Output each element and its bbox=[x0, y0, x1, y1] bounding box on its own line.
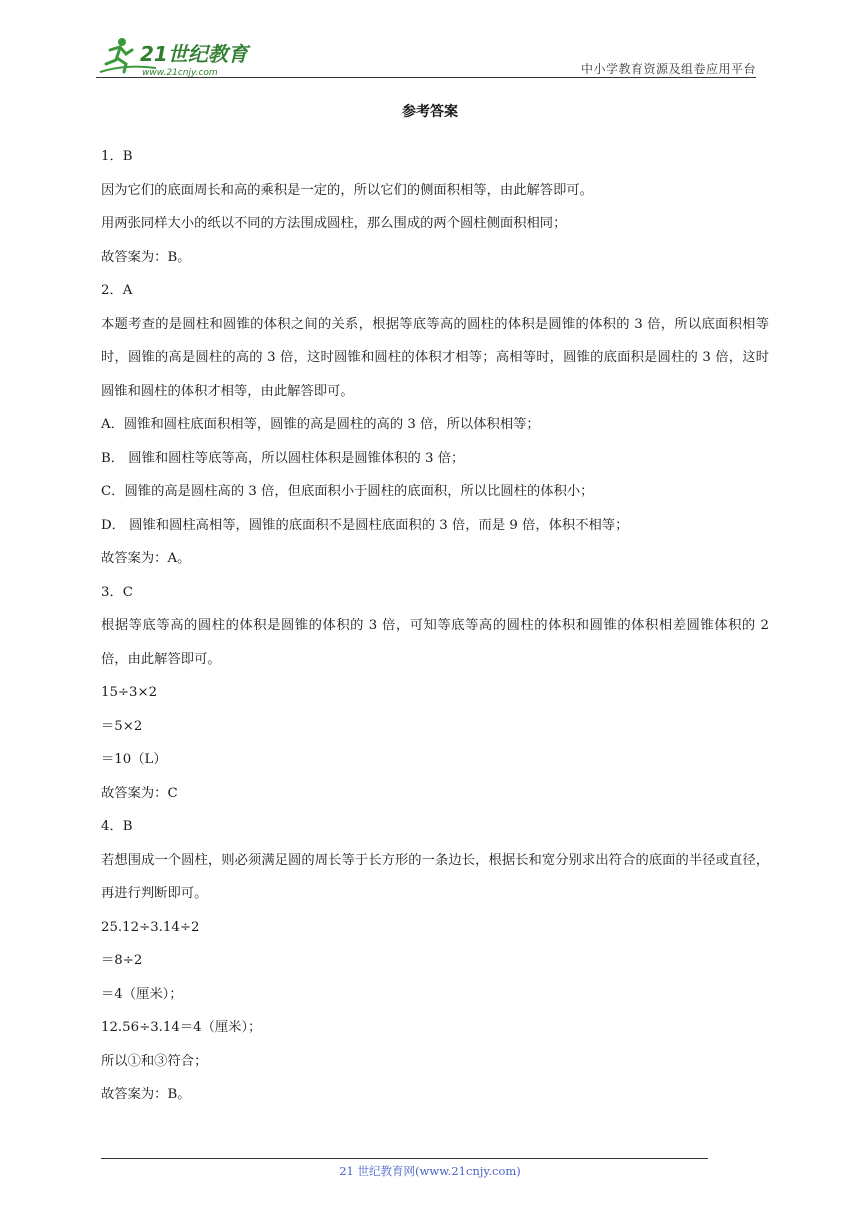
answer-block-3 bbox=[101, 576, 769, 811]
page-header bbox=[96, 34, 756, 78]
answer-line: 故答案为：B。 bbox=[101, 249, 191, 265]
answer-line: 故答案为：C bbox=[101, 785, 178, 801]
answer-heading: 1．B bbox=[101, 149, 133, 164]
answer-line: 故答案为：B。 bbox=[101, 1087, 191, 1102]
header-divider bbox=[96, 77, 756, 78]
answer-line: C．圆锥的高是圆柱高的 3 倍，但底面积小于圆柱的底面积，所以比圆柱的体积小； bbox=[101, 484, 594, 499]
answer-line: A．圆锥和圆柱底面积相等，圆锥的高是圆柱的高的 3 倍，所以体积相等； bbox=[101, 417, 540, 432]
answer-line: B． 圆锥和圆柱等底等高，所以圆柱体积是圆锥体积的 3 倍； bbox=[101, 450, 465, 466]
answer-heading: 4．B bbox=[101, 819, 133, 834]
answer-line: 12.56÷3.14＝4（厘米）； bbox=[101, 1020, 262, 1035]
answer-line: ＝5×2 bbox=[101, 718, 143, 734]
answer-paragraph: 本题考查的是圆柱和圆锥的体积之间的关系，根据等底等高的圆柱的体积是圆锥的体积的 3 倍，所以底面积相等时，圆锥的高是圆柱的高的 3 倍，这时圆锥和圆柱的体积才相等；高相等时，圆锥的底面积是圆柱的 3 倍，这时圆锥和圆柱的体积才相等，由此解答即可。 bbox=[101, 316, 769, 399]
page-title: 参考答案 bbox=[402, 104, 458, 120]
answer-line: ＝8÷2 bbox=[101, 953, 143, 968]
footer-text: 21 世纪教育网(www.21cnjy.com) bbox=[339, 1164, 521, 1178]
answer-list bbox=[101, 140, 769, 1112]
answer-block-1 bbox=[101, 140, 769, 274]
answer-paragraph: 若想围成一个圆柱，则必须满足圆的周长等于长方形的一条边长，根据长和宽分别求出符合的底面的半径或直径，再进行判断即可。 bbox=[101, 852, 769, 901]
answer-line: 15÷3×2 bbox=[101, 685, 158, 700]
answer-line: D． 圆锥和圆柱高相等，圆锥的底面积不是圆柱底面积的 3 倍，而是 9 倍，体积不相等； bbox=[101, 517, 629, 533]
answer-line: ＝4（厘米）； bbox=[101, 986, 183, 1002]
platform-name: 中小学教育资源及组卷应用平台 bbox=[580, 62, 756, 76]
answer-paragraph: 根据等底等高的圆柱的体积是圆锥的体积的 3 倍，可知等底等高的圆柱的体积和圆锥的体积相差圆锥体积的 2 倍，由此解答即可。 bbox=[101, 618, 769, 667]
logo-graphic bbox=[96, 34, 266, 78]
answer-line: ＝10（L） bbox=[101, 752, 167, 767]
logo bbox=[96, 34, 266, 78]
answer-block-4 bbox=[101, 810, 769, 1112]
answer-line: 用两张同样大小的纸以不同的方法围成圆柱，那么围成的两个圆柱侧面积相同； bbox=[101, 216, 567, 231]
answer-block-2 bbox=[101, 274, 769, 576]
answer-heading: 3．C bbox=[101, 584, 133, 600]
answer-line: 所以①和③符合； bbox=[101, 1053, 208, 1069]
answer-line: 故答案为：A。 bbox=[101, 551, 191, 566]
answer-line: 25.12÷3.14÷2 bbox=[101, 919, 200, 935]
logo-text: 21世纪教育 bbox=[140, 42, 248, 66]
footer-divider bbox=[101, 1158, 708, 1159]
answer-line: 因为它们的底面周长和高的乘积是一定的，所以它们的侧面积相等，由此解答即可。 bbox=[101, 182, 593, 198]
logo-url: www.21cnjy.com bbox=[142, 68, 218, 78]
answer-heading: 2．A bbox=[101, 283, 133, 298]
